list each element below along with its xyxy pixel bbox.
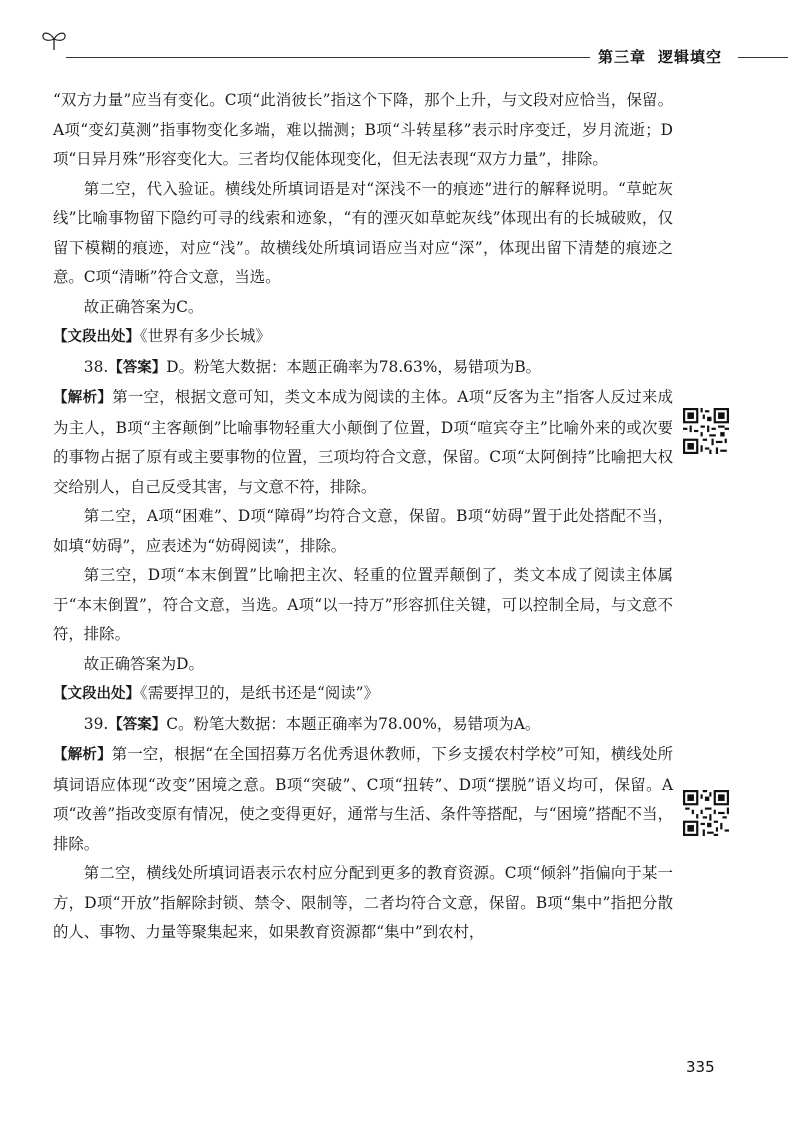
qr-code-graphic: [683, 408, 729, 454]
header-rule-left: [66, 57, 590, 58]
paragraph: 故正确答案为C。: [83, 297, 204, 316]
analysis-paragraph: [53, 383, 673, 502]
answer-line: [53, 710, 673, 741]
question-number: 39.: [83, 714, 109, 733]
answer-text: D。粉笔大数据：本题正确率为78.63%，易错项为B。: [166, 357, 542, 376]
qr-code-icon[interactable]: [683, 790, 729, 836]
paragraph: 第二空，代入验证。横线处所填词语是对“深浅不一的痕迹”进行的解释说明。“草蛇灰线”比喻事物留下隐约可寻的线索和迹象，“有的湮灭如草蛇灰线”体现出有的长城破败，仅留下模糊的痕迹，对应“浅”。故横线处所填词语应当对应“深”，体现出留下清楚的痕迹之意。C项“清晰”符合文意，当选。: [53, 179, 673, 286]
source-tag: 【文段出处】: [53, 686, 140, 702]
analysis-text: 第一空，根据文意可知，类文本成为阅读的主体。A项“反客为主”指客人反过来成为主人，B项“主客颠倒”比喻事物轻重大小颠倒了位置，D项“喧宾夺主”比喻外来的或次要的事物占据了原有或主要事物的位置，三项均符合文意，保留。C项“太阿倒持”比喻把大权交给别人，自己反受其害，与文意不符，排除。: [53, 388, 673, 496]
source-text: 《世界有多少长城》: [140, 327, 271, 345]
qr-code-icon[interactable]: [683, 408, 729, 454]
sprout-icon: [40, 28, 68, 52]
chapter-title: 逻辑填空: [658, 48, 723, 66]
paragraph: 故正确答案为D。: [83, 654, 204, 673]
page-body: [53, 86, 673, 948]
answer-line: [53, 353, 673, 384]
answer-tag: 【答案】: [108, 359, 167, 376]
source-line: [53, 322, 673, 353]
paragraph: “双方力量”应当有变化。C项“此消彼长”指这个下降，那个上升，与文段对应恰当，保留。A项“变幻莫测”指事物变化多端，难以揣测；B项“斗转星移”表示时序变迁，岁月流逝；D项“日异月殊”形容变化大。三者均仅能体现变化，但无法表现“双方力量”，排除。: [53, 91, 673, 168]
analysis-paragraph: [53, 740, 673, 859]
answer-text: C。粉笔大数据：本题正确率为78.00%，易错项为A。: [166, 714, 541, 733]
paragraph: 第二空，A项“困难”、D项“障碍”均符合文意，保留。B项“妨碍”置于此处搭配不当，如填“妨碍”，应表述为“妨碍阅读”，排除。: [53, 507, 673, 555]
answer-tag: 【答案】: [108, 716, 167, 733]
source-tag: 【文段出处】: [53, 329, 140, 345]
source-line: [53, 679, 673, 710]
analysis-text: 第一空，根据“在全国招募万名优秀退休教师，下乡支援农村学校”可知，横线处所填词语应体现“改变”困境之意。B项“突破”、C项“扭转”、D项“摆脱”语义均可，保留。A项“改善”指改变原有情况，使之变得更好，通常与生活、条件等搭配，与“困境”搭配不当，排除。: [53, 745, 673, 853]
page-header: [0, 0, 800, 70]
paragraph: 第二空，横线处所填词语表示农村应分配到更多的教育资源。C项“倾斜”指偏向于某一方，D项“开放”指解除封锁、禁令、限制等，二者均符合文意，保留。B项“集中”指把分散的人、事物、力量等聚集起来，如果教育资源都“集中”到农村，: [53, 864, 673, 941]
page-number: 335: [686, 1058, 715, 1076]
chapter-heading: [598, 46, 722, 67]
analysis-tag: 【解析】: [53, 747, 112, 763]
header-rule-right: [738, 57, 788, 58]
analysis-tag: 【解析】: [53, 390, 113, 406]
question-number: 38.: [83, 357, 109, 376]
qr-code-graphic: [683, 790, 729, 836]
paragraph: 第三空，D项“本末倒置”比喻把主次、轻重的位置弄颠倒了，类文本成了阅读主体属于“本末倒置”，符合文意，当选。A项“以一持万”形容抓住关键，可以控制全局，与文意不符，排除。: [53, 566, 673, 643]
source-text: 《需要捍卫的，是纸书还是“阅读”》: [140, 684, 379, 702]
chapter-number: 第三章: [598, 48, 647, 66]
